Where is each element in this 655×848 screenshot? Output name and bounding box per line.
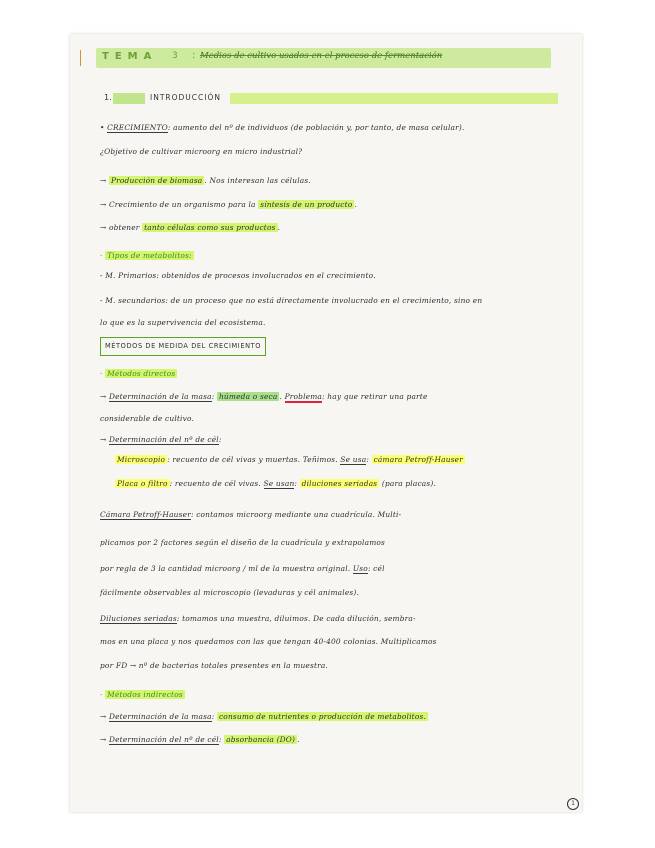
term-determinacion-masa-indirecta: Determinación de la masa	[108, 712, 212, 721]
highlight-metodos-indirectos: Métodos indirectos	[107, 690, 183, 699]
camara-paragraph	[100, 510, 401, 519]
camara-continuation-1	[100, 538, 385, 547]
continuation-text: fácilmente observables al microscopio (levaduras y cél animales).	[100, 588, 360, 597]
arrow: →	[100, 435, 109, 444]
bullet: ·	[100, 251, 106, 260]
objective-sintesis	[100, 200, 357, 209]
highlight-diluciones: diluciones seriadas	[301, 479, 378, 488]
diluciones-continuation-1	[100, 637, 437, 646]
highlight-microscopio: Microscopio	[117, 455, 166, 464]
metabolitos-secundarios	[100, 296, 482, 305]
page-title: Medios de cultivo usados en el proceso de fermentación	[200, 51, 443, 61]
placa-text: : recuento de cél vivas.	[169, 479, 264, 488]
secundarios-text: - M. secundarios: de un proceso que no está directamente involucrado en el crecimiento, sino en	[100, 296, 483, 305]
camara-text: : contamos microorg mediante una cuadrícula. Multi-	[190, 510, 402, 519]
masa-continuation	[100, 414, 194, 423]
diluciones-paragraph	[100, 614, 416, 623]
arrow: →	[100, 735, 109, 744]
camara-continuation-2	[100, 564, 385, 573]
continuation-text: considerable de cultivo.	[100, 414, 195, 423]
intro-highlight-left	[113, 93, 145, 104]
term-determinacion-masa: Determinación de la masa	[108, 392, 212, 401]
tema-label: TEMA	[102, 51, 158, 62]
term-determinacion-celulas-indirecta: Determinación del nº de cél	[108, 735, 219, 744]
highlight-humeda-seca: húmeda o seca	[218, 392, 278, 401]
intro-highlight-right	[230, 93, 558, 104]
definition-text: : aumento del nº de individuos (de población y, por tanto, de masa celular).	[167, 123, 465, 132]
objective-text: . Nos interesan las células.	[204, 176, 311, 185]
metabolitos-primarios	[100, 271, 376, 280]
microscopio-text: : recuento de cél vivas y muertas. Teñimos.	[167, 455, 341, 464]
punctuation: .	[297, 735, 300, 744]
term-se-usan: Se usan	[263, 479, 295, 488]
highlight-camara: cámara Petroff-Hauser	[373, 455, 463, 464]
highlight-sintesis: síntesis de un producto	[260, 200, 353, 209]
title-separator: :	[192, 50, 196, 61]
definition-crecimiento	[100, 123, 465, 132]
question-text: ¿Objetivo de cultivar microorg en micro industrial?	[100, 147, 303, 156]
section-heading: INTRODUCCIÓN	[150, 93, 221, 102]
uso-text: : cél	[367, 564, 385, 573]
section-number: 1.	[104, 93, 112, 102]
highlight-absorbancia: absorbancia (DO)	[226, 735, 296, 744]
tema-number: 3	[172, 51, 178, 61]
continuation-text: mos en una placa y nos quedamos con las que tengan 40-400 colonias. Multiplicamos	[100, 637, 437, 646]
bullet: •	[100, 123, 108, 132]
bullet: ·	[100, 690, 106, 699]
margin-tick	[80, 50, 81, 66]
highlight-ambos: tanto células como sus productos	[144, 223, 276, 232]
diluciones-text: : tomamos una muestra, diluimos. De cada dilución, sembra-	[176, 614, 416, 623]
bullet: ·	[100, 369, 106, 378]
colon: :	[366, 455, 372, 464]
diluciones-continuation-2	[100, 661, 328, 670]
metodos-directos-heading	[100, 369, 177, 378]
microscopio-line	[115, 455, 465, 464]
placa-line	[115, 479, 436, 488]
arrow: →	[100, 712, 109, 721]
term-se-usa: Se usa	[340, 455, 367, 464]
highlight-tipos-metabolitos: Tipos de metabolitos:	[107, 251, 192, 260]
secundarios-continuation	[100, 318, 266, 327]
masa-line	[100, 392, 428, 401]
term-camara-petroff: Cámara Petroff-Hauser	[100, 510, 191, 519]
continuation-text: plicamos por 2 factores según el diseño de la cuadrícula y extrapolamos	[100, 538, 386, 547]
primarios-text: - M. Primarios: obtenidos de procesos involucrados en el crecimiento.	[100, 271, 376, 280]
metodos-indirectos-heading	[100, 690, 185, 699]
masa-indirecta-line	[100, 712, 428, 721]
page-number: 1	[567, 798, 579, 810]
placa-suffix: (para placas).	[379, 479, 437, 488]
continuation-text: por regla de 3 la cantidad microorg / ml de la muestra original.	[100, 564, 353, 573]
objective-text: → obtener	[100, 223, 143, 232]
term-uso: Uso	[352, 564, 368, 573]
highlight-biomasa: Producción de biomasa	[110, 176, 203, 185]
punctuation: .	[277, 223, 281, 232]
continuation-text: lo que es la supervivencia del ecosistema.	[100, 318, 266, 327]
objective-text: → Crecimiento de un organismo para la	[100, 200, 259, 209]
term-problema: Problema	[284, 392, 323, 401]
continuation-text: por FD → nº de bacterias totales presentes en la muestra.	[100, 661, 329, 670]
colon: :	[218, 435, 222, 444]
colon: :	[218, 735, 225, 744]
highlight-consumo-nutrientes: consumo de nutrientes o producción de metabolitos.	[218, 712, 427, 721]
objective-biomasa	[100, 176, 311, 185]
colon: :	[211, 712, 217, 721]
objective-ambos	[100, 223, 280, 232]
term-diluciones-seriadas: Diluciones seriadas	[100, 614, 177, 623]
question-line	[100, 147, 302, 156]
metabolitos-heading	[100, 251, 194, 260]
colon: :	[294, 479, 300, 488]
colon: :	[211, 392, 217, 401]
punctuation: .	[279, 392, 285, 401]
camara-continuation-3	[100, 588, 359, 597]
term-crecimiento: CRECIMIENTO	[107, 123, 168, 132]
highlight-metodos-directos: Métodos directos	[107, 369, 176, 378]
celulas-line	[100, 435, 222, 444]
term-determinacion-celulas: Determinación del nº de cél	[108, 435, 219, 444]
absorbancia-line	[100, 735, 300, 744]
arrow: →	[100, 176, 109, 185]
punctuation: .	[354, 200, 358, 209]
arrow: →	[100, 392, 109, 401]
boxed-heading-metodos: MÉTODOS DE MEDIDA DEL CRECIMIENTO	[100, 337, 266, 356]
problema-text: : hay que retirar una parte	[322, 392, 428, 401]
highlight-placa-filtro: Placa o filtro	[117, 479, 168, 488]
